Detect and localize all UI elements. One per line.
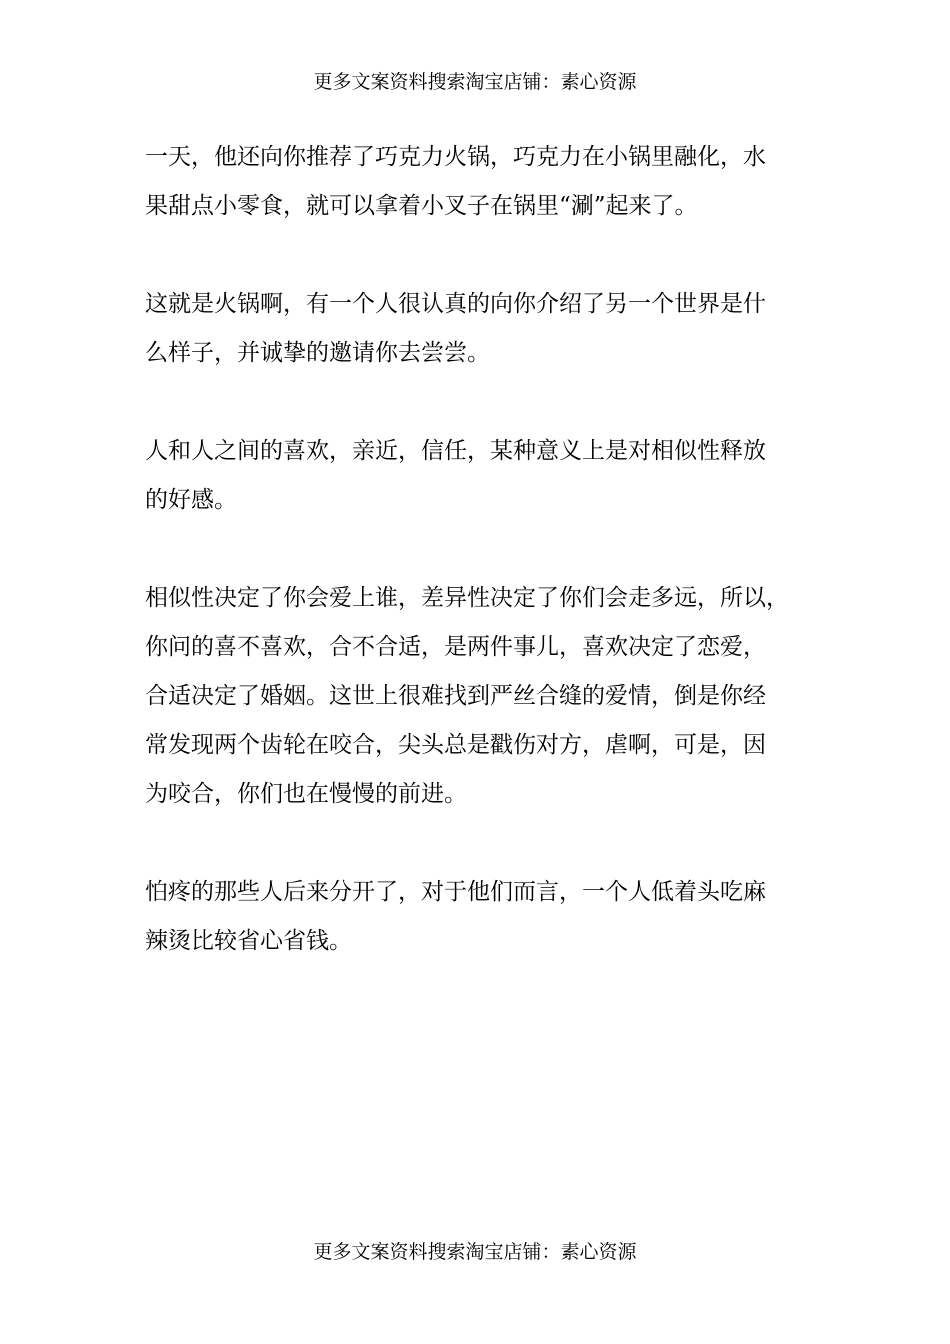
text-line: 怕疼的那些人后来分开了，对于他们而言，一个人低着头吃麻 — [145, 879, 766, 905]
text-line: 么样子，并诚挚的邀请你去尝尝。 — [145, 340, 490, 366]
paragraph-5 — [145, 868, 825, 966]
text-line: 人和人之间的喜欢，亲近，信任，某种意义上是对相似性释放 — [145, 438, 766, 464]
text-line: 常发现两个齿轮在咬合，尖头总是戳伤对方，虐啊，可是，因 — [145, 732, 766, 758]
text-line: 你问的喜不喜欢，合不合适，是两件事儿，喜欢决定了恋爱， — [145, 634, 766, 660]
text-line: 这就是火锅啊，有一个人很认真的向你介绍了另一个世界是什 — [145, 291, 766, 317]
text-line: 果甜点小零食，就可以拿着小叉子在锅里“涮”起来了。 — [145, 193, 698, 219]
paragraph-1 — [145, 133, 825, 231]
text-line: 相似性决定了你会爱上谁，差异性决定了你们会走多远，所以， — [145, 585, 789, 611]
text-line: 的好感。 — [145, 487, 237, 513]
text-line: 合适决定了婚姻。这世上很难找到严丝合缝的爱情，倒是你经 — [145, 683, 766, 709]
document-body — [145, 133, 825, 1015]
text-line: 辣烫比较省心省钱。 — [145, 928, 352, 954]
paragraph-3 — [145, 427, 825, 525]
paragraph-4 — [145, 574, 825, 819]
paragraph-2 — [145, 280, 825, 378]
text-line: 一天，他还向你推荐了巧克力火锅，巧克力在小锅里融化，水 — [145, 144, 766, 170]
page-header: 更多文案资料搜索淘宝店铺：素心资源 — [313, 71, 637, 93]
page-footer: 更多文案资料搜索淘宝店铺：素心资源 — [313, 1241, 637, 1263]
text-line: 为咬合，你们也在慢慢的前进。 — [145, 781, 467, 807]
